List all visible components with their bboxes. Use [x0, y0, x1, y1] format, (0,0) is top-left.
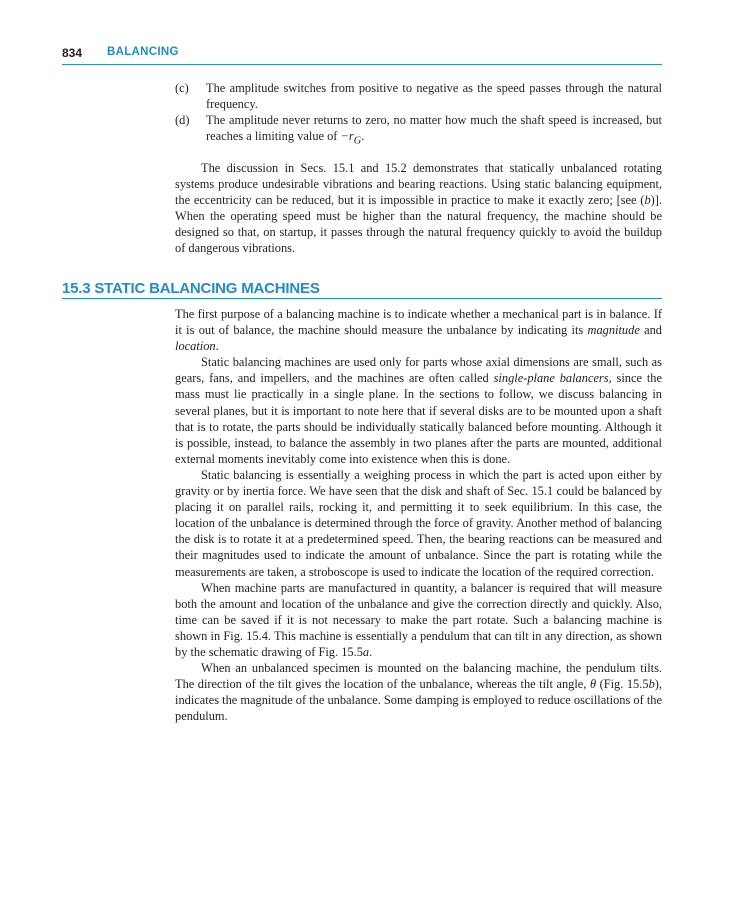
discussion-paragraph	[175, 160, 662, 256]
text-run: The first purpose of a balancing machine is to indicate whether a mechanical part is in balance. If it is out of balance, the machine should measure the unbalance by indicating its	[175, 307, 662, 338]
page-header	[62, 44, 662, 65]
list-label: (c)	[175, 81, 189, 95]
list-item-d	[175, 112, 662, 149]
math-symbol: −r	[340, 129, 354, 143]
italic-run: a	[362, 644, 370, 659]
section-heading	[62, 280, 662, 299]
list-text: The amplitude never returns to zero, no matter how much the shaft speed is increased, but reaches a limiting value of	[206, 113, 662, 143]
text-run: Static balancing machines are used only for parts whose axial dimensions are small, such as gears, fans, and impellers, and the machines are often called	[175, 355, 662, 386]
text-run: )]. When the operating speed must be higher than the natural frequency, the machine should be designed so that, on startup, it passes through the natural frequency quickly to avoid the buildup of dangerous vibrations.	[175, 193, 662, 255]
italic-run: b	[648, 677, 655, 692]
italic-run: magnitude	[587, 323, 640, 338]
list-text: The amplitude switches from positive to negative as the speed passes through the natural frequency.	[206, 81, 662, 111]
list-item-c	[175, 80, 662, 112]
theta-symbol: θ	[589, 677, 597, 692]
running-head: BALANCING	[107, 46, 179, 58]
paragraph-3: Static balancing is essentially a weighing process in which the part is acted upon either by gravity or by inertia force. We have seen that the disk and shaft of Sec. 15.1 could be balanced by placing it on parallel rails, rocking it, and permitting it to seek equilibrium. In this case, the location of the unbalance is determined through the force of gravity. Another method of balancing the disk is to rotate it at a predetermined speed. Then, the bearing reactions can be measured and their magnitudes used to indicate the amount of unbalance. Since the part is rotating while the measurements are taken, a stroboscope is used to indicate the location of the required correction.	[175, 467, 662, 579]
paragraph-5	[175, 660, 662, 724]
italic-run: b	[644, 193, 651, 207]
text-run: since the mass must lie practically in a single plane. In the sections to follow, we discuss balancing in several planes, but it is important to note here that if several disks are to be mounted upon a shaft that is to rotate, the parts should be individually statically balanced before mounting. Although it is possible, instead, to balance the assembly in two planes after the parts are mounted, additional external moments inevitably come into existence when this is done.	[175, 371, 662, 466]
text-run: .	[369, 644, 373, 659]
text-run: .	[215, 339, 219, 354]
list-text-end: .	[361, 129, 365, 143]
paragraph-1	[175, 306, 662, 354]
list-label: (d)	[175, 113, 190, 127]
italic-run: single-plane balancers,	[493, 371, 612, 386]
section-body	[175, 306, 662, 724]
text-run: When machine parts are manufactured in quantity, a balancer is required that will measure both the amount and location of the unbalance and give the correction directly and quickly. Also, time can be saved if it is not necessary to make the part rotate. Such a balancing machine is shown in Fig. 15.4. This machine is essentially a pendulum that can tilt in any direction, as shown by the schematic drawing of Fig. 15.5	[175, 580, 662, 659]
text-run: and	[639, 323, 662, 338]
italic-run: location	[175, 339, 216, 354]
paragraph-4	[175, 580, 662, 660]
math-subscript: G	[353, 135, 362, 147]
page-number: 834	[62, 46, 83, 60]
text-run: The discussion in Secs. 15.1 and 15.2 demonstrates that statically unbalanced rotating systems produce undesirable vibrations and bearing reactions. Using static balancing equipment, the eccentricity can be reduced, but it is impossible in practice to make it exactly zero; [see (	[175, 161, 662, 207]
text-run: ), indicates the magnitude of the unbalance. Some damping is employed to reduce oscillations of the pendulum.	[175, 677, 662, 724]
text-run: (Fig. 15.5	[596, 677, 649, 692]
paragraph-2	[175, 354, 662, 467]
text-run: When an unbalanced specimen is mounted on the balancing machine, the pendulum tilts. The direction of the tilt gives the location of the unbalance, whereas the tilt angle,	[175, 661, 662, 692]
section-title: 15.3 STATIC BALANCING MACHINES	[62, 280, 320, 297]
answer-list	[175, 80, 662, 149]
